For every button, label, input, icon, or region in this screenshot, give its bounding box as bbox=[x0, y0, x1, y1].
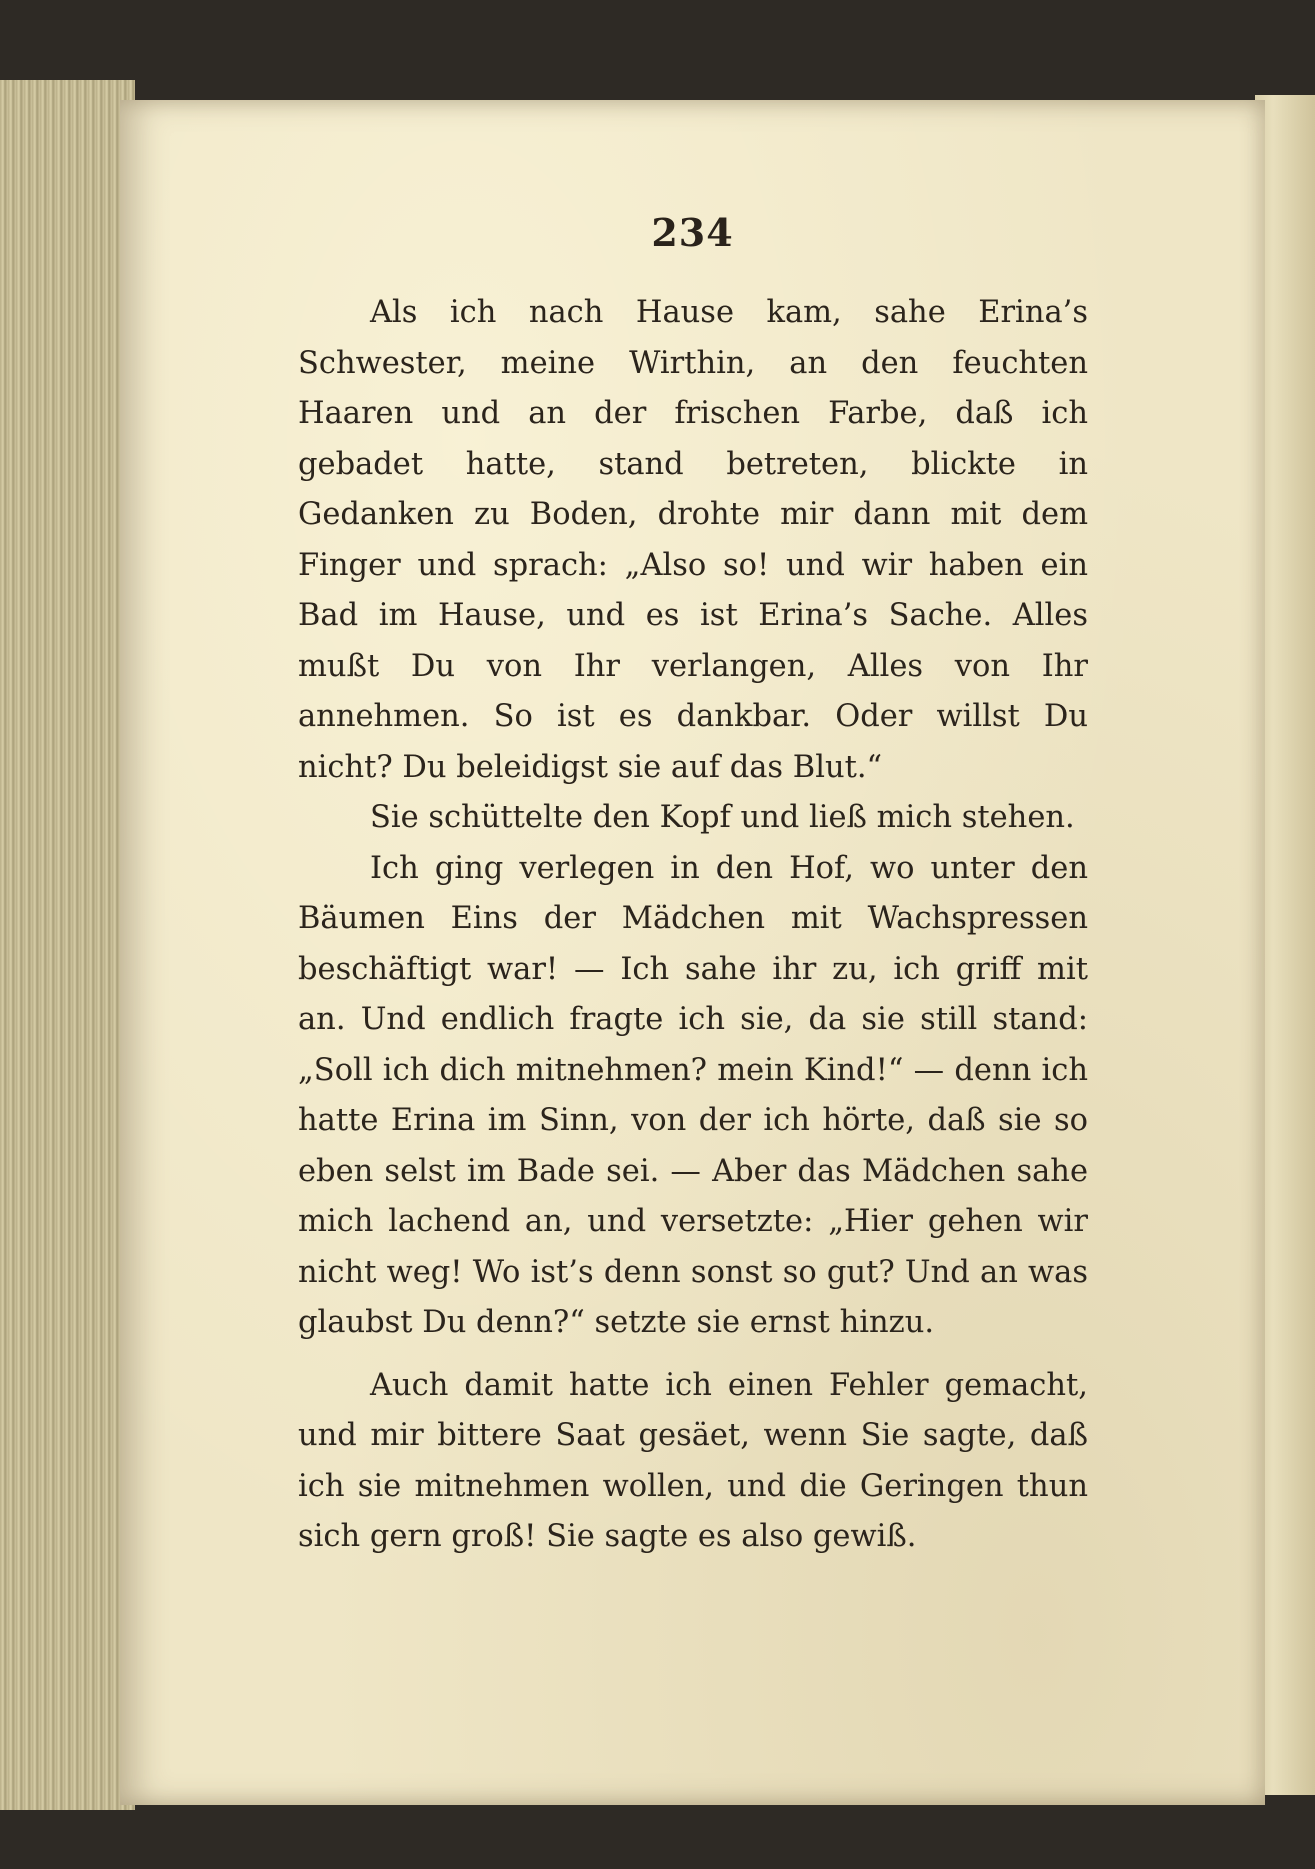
paragraph-2: Sie schüttelte den Kopf und ließ mich stehen. bbox=[370, 800, 1075, 835]
paragraph-4: Auch damit hatte ich einen Fehler gemacht, und mir bittere Saat gesäet, wenn Sie sagte, daß ich sie mitnehmen wollen, und die Geringen thun sich gern groß! Sie sagte es also gewiß. bbox=[298, 1367, 1088, 1554]
paragraph-3: Ich ging verlegen in den Hof, wo unter den Bäumen Eins der Mädchen mit Wachspressen beschäftigt war! — Ich sahe ihr zu, ich griff mit an. Und endlich fragte ich sie, da sie still stand: „Soll ich dich mitnehmen? mein Kind!“ — denn ich hatte Erina im Sinn, von der ich hörte, daß sie so eben selst im Bade sei. — Aber das Mädchen sahe mich lachend an, und versetzte: „Hier gehen wir nicht weg! Wo ist’s denn sonst so gut? Und an was glaubst Du denn?“ setzte sie ernst hinzu. bbox=[298, 850, 1088, 1340]
book-page-edges-left bbox=[0, 80, 135, 1810]
paragraph-1: Als ich nach Hause kam, sahe Erina’s Schwester, meine Wirthin, an den feuchten Haaren und an der frischen Farbe, daß ich gebadet hatte, stand betreten, blickte in Gedanken zu Boden, drohte mir dann mit dem Finger und sprach: „Also so! und wir haben ein Bad im Hause, und es ist Erina’s Sache. Alles mußt Du von Ihr verlangen, Alles von Ihr annehmen. So ist es dankbar. Oder willst Du nicht? Du beleidigst sie auf das Blut.“ bbox=[298, 295, 1088, 785]
page-number: 234 bbox=[651, 210, 734, 255]
page-body bbox=[298, 288, 1088, 1563]
book-page bbox=[120, 100, 1265, 1805]
